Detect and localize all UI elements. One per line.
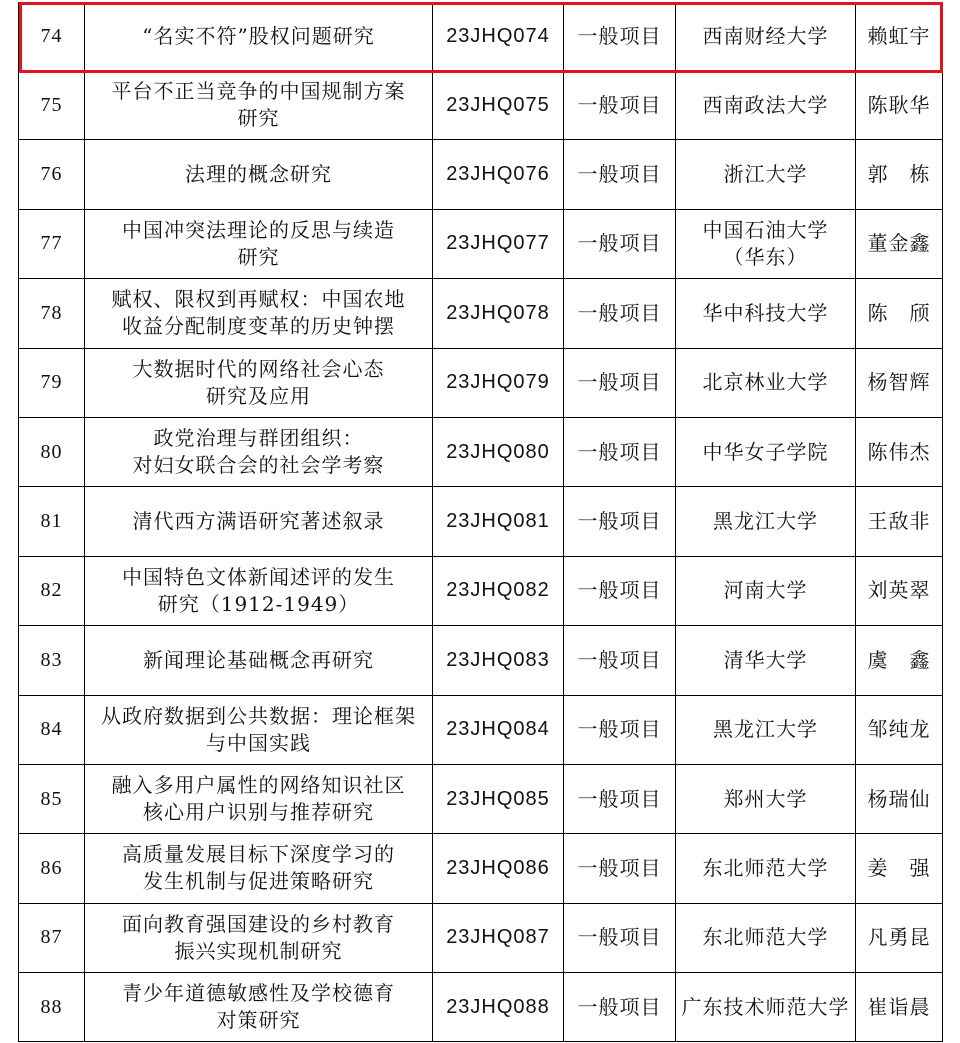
project-type: 一般项目: [564, 834, 676, 903]
table-row: [19, 348, 943, 417]
institution: [676, 556, 856, 625]
institution: [676, 3, 856, 71]
institution: [676, 903, 856, 972]
project-title-line: 中国特色文体新闻述评的发生: [122, 564, 395, 589]
project-code: 23JHQ082: [433, 556, 564, 625]
project-title: [85, 834, 433, 903]
project-title-line: 新闻理论基础概念再研究: [143, 647, 374, 672]
project-code: 23JHQ083: [433, 626, 564, 695]
table-row: [19, 209, 943, 278]
project-title-line: 中国冲突法理论的反思与续造: [122, 217, 395, 242]
project-title-line: 研究: [237, 244, 280, 269]
principal-investigator: 陈伟杰: [856, 417, 943, 486]
project-title-line: 研究: [237, 106, 280, 131]
project-code: 23JHQ088: [433, 973, 564, 1042]
project-code: 23JHQ075: [433, 71, 564, 140]
project-title: [85, 417, 433, 486]
institution-line: 中国石油大学: [702, 217, 829, 242]
row-number: 84: [19, 695, 85, 764]
row-number: 81: [19, 487, 85, 556]
row-number: 74: [19, 3, 85, 71]
project-code: 23JHQ076: [433, 140, 564, 209]
project-type: 一般项目: [564, 764, 676, 833]
row-number: 88: [19, 973, 85, 1042]
project-title-line: 对策研究: [216, 1008, 301, 1033]
project-code: 23JHQ074: [433, 3, 564, 71]
table-row: [19, 973, 943, 1042]
project-title-line: 与中国实践: [206, 730, 311, 755]
project-type: 一般项目: [564, 903, 676, 972]
institution: [676, 140, 856, 209]
institution: [676, 209, 856, 278]
project-code: 23JHQ077: [433, 209, 564, 278]
project-title-line: 融入多用户属性的网络知识社区: [111, 773, 406, 798]
table-row: [19, 140, 943, 209]
project-title-line: 收益分配制度变革的历史钟摆: [122, 314, 395, 339]
row-number: 82: [19, 556, 85, 625]
table-row: [19, 279, 943, 348]
project-type: 一般项目: [564, 556, 676, 625]
institution-line: 北京林业大学: [702, 370, 829, 395]
project-type: 一般项目: [564, 279, 676, 348]
project-title-line: 清代西方满语研究著述叙录: [132, 509, 385, 534]
institution-line: 浙江大学: [723, 162, 808, 187]
project-title-line: 高质量发展目标下深度学习的: [122, 842, 395, 867]
project-title-line: 大数据时代的网络社会心态: [132, 356, 385, 381]
table-row: [19, 417, 943, 486]
project-title-line: 核心用户识别与推荐研究: [143, 800, 374, 825]
principal-investigator: 姜 强: [856, 834, 943, 903]
institution-line: 郑州大学: [723, 786, 808, 811]
row-number: 86: [19, 834, 85, 903]
institution-line: 东北师范大学: [702, 855, 829, 880]
project-title: [85, 764, 433, 833]
project-type: 一般项目: [564, 973, 676, 1042]
project-code: 23JHQ087: [433, 903, 564, 972]
project-title-line: 赋权、限权到再赋权：中国农地: [111, 287, 406, 312]
principal-investigator: 杨智辉: [856, 348, 943, 417]
principal-investigator: 邹纯龙: [856, 695, 943, 764]
institution-line: 黑龙江大学: [713, 717, 818, 742]
project-code: 23JHQ079: [433, 348, 564, 417]
institution-line: 西南财经大学: [702, 24, 829, 48]
principal-investigator: 郭 栋: [856, 140, 943, 209]
project-title: [85, 556, 433, 625]
row-number: 77: [19, 209, 85, 278]
principal-investigator: 王敌非: [856, 487, 943, 556]
project-type: 一般项目: [564, 626, 676, 695]
institution: [676, 348, 856, 417]
project-title-line: 对妇女联合会的社会学考察: [132, 453, 385, 478]
project-title: [85, 140, 433, 209]
principal-investigator: 崔诣晨: [856, 973, 943, 1042]
principal-investigator: 赖虹宇: [856, 3, 943, 71]
project-code: 23JHQ081: [433, 487, 564, 556]
row-number: 83: [19, 626, 85, 695]
project-type: 一般项目: [564, 348, 676, 417]
table-row: [19, 903, 943, 972]
project-type: 一般项目: [564, 695, 676, 764]
institution-line: 西南政法大学: [702, 92, 829, 117]
project-title: [85, 487, 433, 556]
project-code: 23JHQ078: [433, 279, 564, 348]
project-title: [85, 209, 433, 278]
institution: [676, 834, 856, 903]
project-code: 23JHQ080: [433, 417, 564, 486]
table-row: [19, 764, 943, 833]
table-row: [19, 3, 943, 71]
project-title-line: 青少年道德敏感性及学校德育: [122, 981, 395, 1006]
institution-line: 中华女子学院: [702, 439, 829, 464]
principal-investigator: 凡勇昆: [856, 903, 943, 972]
institution-line: 华中科技大学: [702, 300, 829, 325]
project-title-line: 研究及应用: [206, 383, 311, 408]
project-title-line: 平台不正当竞争的中国规制方案: [111, 79, 406, 104]
project-title: [85, 279, 433, 348]
table-body: [19, 3, 943, 1042]
table-row: [19, 71, 943, 140]
table-row: [19, 834, 943, 903]
institution: [676, 626, 856, 695]
project-title: [85, 348, 433, 417]
institution-line: 黑龙江大学: [713, 509, 818, 534]
institution-line: 清华大学: [723, 647, 808, 672]
project-code: 23JHQ085: [433, 764, 564, 833]
principal-investigator: 杨瑞仙: [856, 764, 943, 833]
principal-investigator: 虞 鑫: [856, 626, 943, 695]
project-title: [85, 3, 433, 71]
institution-line: 东北师范大学: [702, 925, 829, 950]
project-title-line: 从政府数据到公共数据：理论框架: [101, 703, 416, 728]
project-title-line: 政党治理与群团组织：: [153, 426, 364, 451]
project-type: 一般项目: [564, 140, 676, 209]
project-title: [85, 626, 433, 695]
institution-line: （华东）: [723, 244, 808, 269]
institution: [676, 417, 856, 486]
principal-investigator: 陈 颀: [856, 279, 943, 348]
project-title-line: 法理的概念研究: [185, 162, 332, 187]
institution: [676, 973, 856, 1042]
project-type: 一般项目: [564, 209, 676, 278]
row-number: 80: [19, 417, 85, 486]
project-type: 一般项目: [564, 71, 676, 140]
project-title-line: 面向教育强国建设的乡村教育: [122, 911, 395, 936]
project-title: [85, 903, 433, 972]
project-type: 一般项目: [564, 417, 676, 486]
table-row: [19, 626, 943, 695]
institution-line: 广东技术师范大学: [681, 994, 850, 1019]
project-title-line: 振兴实现机制研究: [174, 938, 343, 963]
row-number: 75: [19, 71, 85, 140]
row-number: 76: [19, 140, 85, 209]
table-row: [19, 695, 943, 764]
row-number: 78: [19, 279, 85, 348]
row-number: 87: [19, 903, 85, 972]
project-title-line: “名实不符”股权问题研究: [142, 24, 375, 48]
project-title-line: 研究（1912-1949）: [157, 591, 360, 616]
table-row: [19, 487, 943, 556]
row-number: 79: [19, 348, 85, 417]
project-table: [18, 2, 943, 1042]
institution: [676, 279, 856, 348]
institution: [676, 764, 856, 833]
project-title: [85, 71, 433, 140]
project-title: [85, 973, 433, 1042]
table-row: [19, 556, 943, 625]
principal-investigator: 董金鑫: [856, 209, 943, 278]
principal-investigator: 刘英翠: [856, 556, 943, 625]
institution: [676, 487, 856, 556]
project-code: 23JHQ086: [433, 834, 564, 903]
row-number: 85: [19, 764, 85, 833]
project-type: 一般项目: [564, 3, 676, 71]
project-type: 一般项目: [564, 487, 676, 556]
project-title-line: 发生机制与促进策略研究: [143, 869, 374, 894]
project-code: 23JHQ084: [433, 695, 564, 764]
project-title: [85, 695, 433, 764]
principal-investigator: 陈耿华: [856, 71, 943, 140]
institution: [676, 71, 856, 140]
institution: [676, 695, 856, 764]
institution-line: 河南大学: [723, 578, 808, 603]
